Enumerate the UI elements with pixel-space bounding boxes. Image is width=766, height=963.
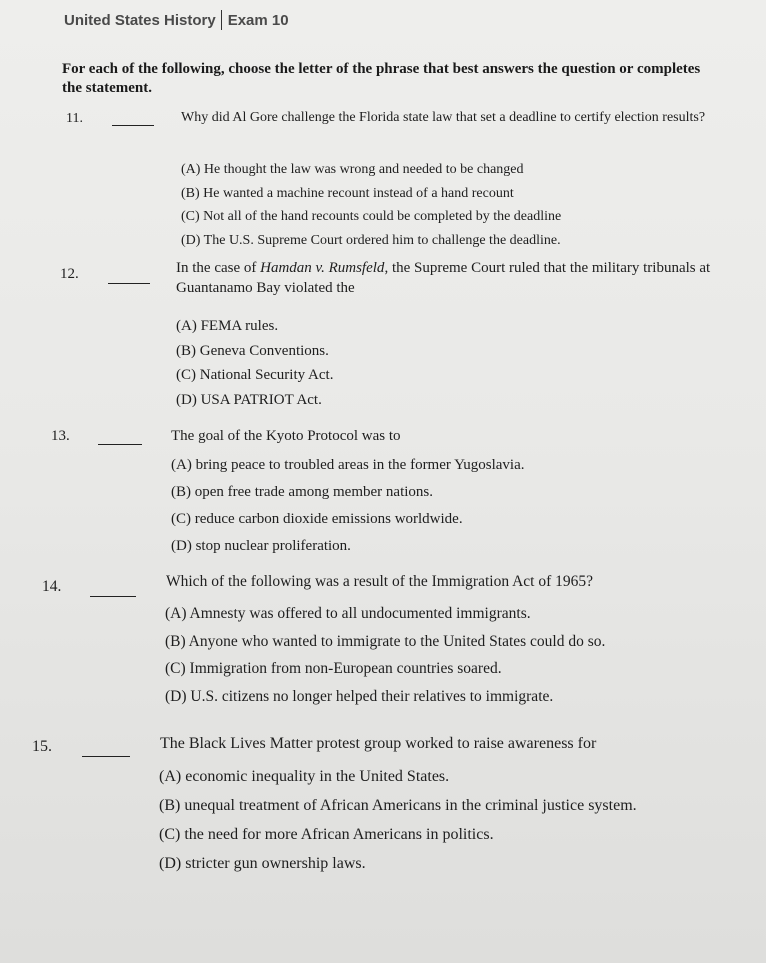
question-number: 15. [32,738,52,755]
answer-blank [108,283,150,284]
choice-b: (B) open free trade among member nations. [171,484,433,500]
question-number: 12. [60,266,79,282]
choice-d: (D) The U.S. Supreme Court ordered him to challenge the deadline. [181,232,561,248]
choice-list [181,158,561,252]
choice-d: (D) stop nuclear proliferation. [171,538,351,554]
course-title: United States History [64,11,216,29]
choice-a: (A) bring peace to troubled areas in the former Yugoslavia. [171,457,525,473]
answer-blank [98,444,142,445]
choice-d: (D) USA PATRIOT Act. [176,391,322,408]
page-header [64,10,289,30]
choice-c: (C) the need for more African Americans in politics. [159,826,494,843]
question-stem: The Black Lives Matter protest group worked to raise awareness for [160,735,597,752]
instructions: For each of the following, choose the letter of the phrase that best answers the question or completes the statement. [62,61,701,96]
choice-a: (A) economic inequality in the United States. [159,768,450,785]
answer-blank [82,756,130,757]
question-stem: Which of the following was a result of the Immigration Act of 1965? [166,573,594,590]
choice-c: (C) reduce carbon dioxide emissions worldwide. [171,511,463,527]
choice-b: (B) He wanted a machine recount instead of a hand recount [181,185,514,201]
question-stem [176,258,736,298]
choice-c: (C) National Security Act. [176,367,334,383]
header-divider [221,10,222,30]
question-stem: The goal of the Kyoto Protocol was to [171,428,401,444]
choice-list [159,762,637,878]
choice-a: (A) He thought the law was wrong and needed to be changed [181,162,524,177]
question-number: 11. [66,111,83,126]
choice-list [165,600,605,710]
answer-blank [112,125,154,126]
choice-d: (D) U.S. citizens no longer helped their relatives to immigrate. [165,687,554,705]
choice-d: (D) stricter gun ownership laws. [159,855,366,872]
choice-b: (B) unequal treatment of African Americans in the criminal justice system. [159,797,637,814]
choice-list [171,452,524,560]
exam-title: Exam 10 [227,11,289,29]
choice-list [176,314,333,412]
question-stem: Why did Al Gore challenge the Florida state law that set a deadline to certify election results? [181,110,706,125]
choice-b: (B) Anyone who wanted to immigrate to the United States could do so. [165,632,606,650]
stem-suffix: , the Supreme Court ruled that the military tribunals at Guantanamo Bay violated the [176,260,711,296]
choice-b: (B) Geneva Conventions. [176,342,329,359]
answer-blank [90,596,136,597]
choice-a: (A) Amnesty was offered to all undocumented immigrants. [165,605,531,622]
choice-c: (C) Immigration from non-European countries soared. [165,660,502,677]
case-name: Hamdan v. Rumsfeld [260,260,385,276]
choice-c: (C) Not all of the hand recounts could be completed by the deadline [181,209,562,224]
choice-a: (A) FEMA rules. [176,318,279,334]
stem-prefix: In the case of [176,260,261,276]
question-number: 13. [51,428,70,444]
question-number: 14. [42,578,62,595]
